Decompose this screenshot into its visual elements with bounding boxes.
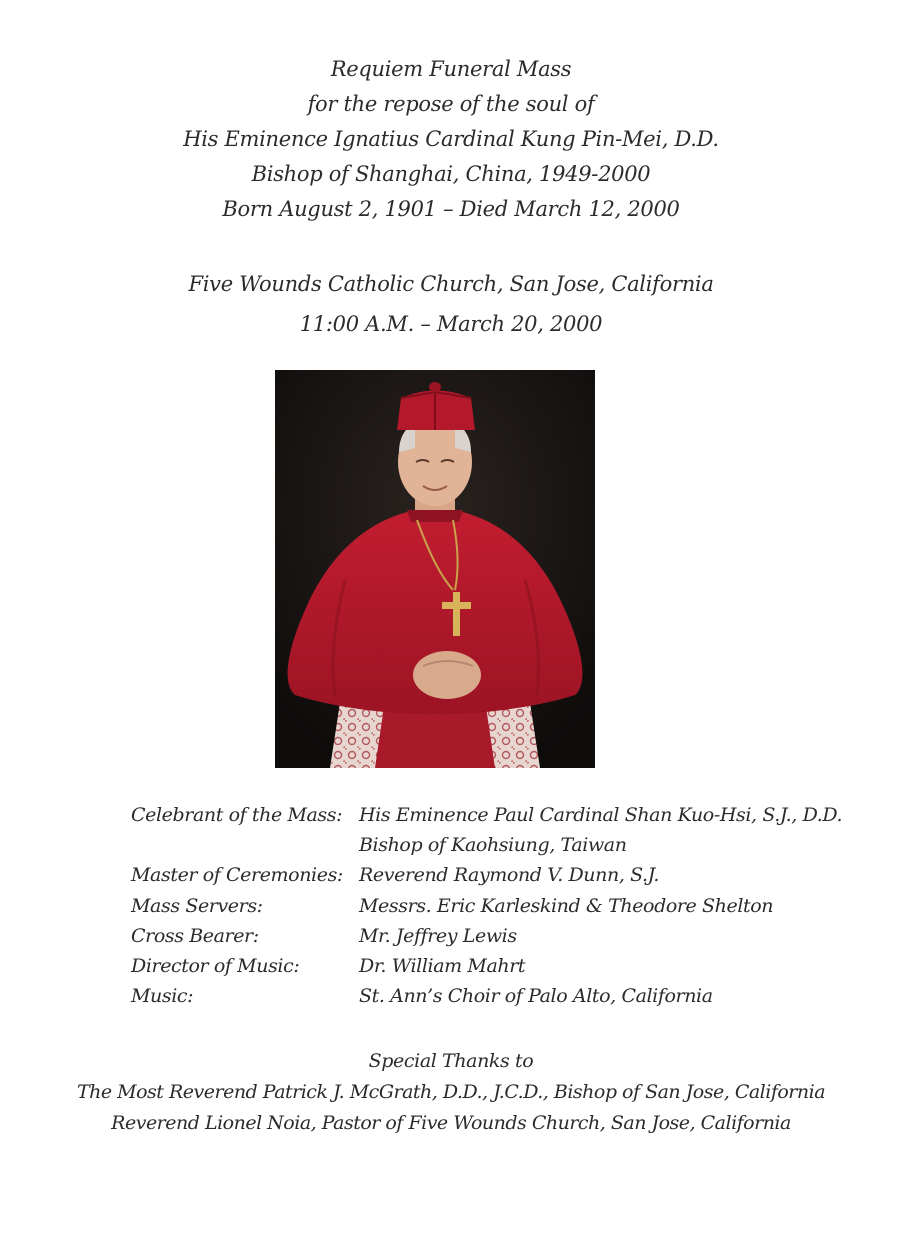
- credit-name: His Eminence Paul Cardinal Shan Kuo-Hsi, S.J., D.D.: [359, 804, 843, 826]
- credit-names: [359, 800, 871, 860]
- credit-role: Music:: [131, 985, 194, 1008]
- credit-names: [359, 891, 871, 921]
- credit-row-master-of-ceremonies: [131, 860, 871, 890]
- portrait-illustration: [275, 370, 595, 768]
- deceased-office: Bishop of Shanghai, China, 1949-2000: [251, 162, 651, 186]
- credit-row-mass-servers: [131, 891, 871, 921]
- credit-role: Director of Music:: [131, 955, 300, 978]
- thanks-line: Reverend Lionel Noia, Pastor of Five Wounds Church, San Jose, California: [111, 1112, 791, 1134]
- credit-names: [359, 921, 871, 951]
- thanks-line: The Most Reverend Patrick J. McGrath, D.D., J.C.D., Bishop of San Jose, California: [76, 1081, 826, 1103]
- cardinal-portrait: [275, 370, 595, 768]
- credit-name: Messrs. Eric Karleskind & Theodore Shelton: [359, 894, 774, 917]
- life-dates: Born August 2, 1901 – Died March 12, 2000: [222, 197, 680, 221]
- repose-line: for the repose of the soul of: [307, 92, 595, 116]
- program-header: [0, 52, 902, 227]
- credit-name: Reverend Raymond V. Dunn, S.J.: [359, 864, 660, 887]
- credit-role: Cross Bearer:: [131, 924, 259, 947]
- venue-block: [0, 264, 902, 344]
- credit-name: Mr. Jeffrey Lewis: [359, 924, 517, 947]
- credit-role: Celebrant of the Mass:: [131, 804, 343, 826]
- credit-name: St. Ann’s Choir of Palo Alto, California: [359, 985, 713, 1008]
- credit-row-cross-bearer: [131, 921, 871, 951]
- credit-name: Bishop of Kaohsiung, Taiwan: [359, 834, 627, 857]
- mass-credits: [131, 800, 871, 1011]
- mass-title: Requiem Funeral Mass: [330, 57, 572, 81]
- special-thanks: [0, 1045, 902, 1139]
- thanks-heading: Special Thanks to: [368, 1050, 534, 1072]
- credit-name: Dr. William Mahrt: [359, 955, 526, 978]
- credit-role: Master of Ceremonies:: [131, 864, 343, 887]
- mass-time: 11:00 A.M. – March 20, 2000: [299, 312, 603, 336]
- credit-names: [359, 951, 871, 981]
- church-name: Five Wounds Catholic Church, San Jose, California: [188, 272, 714, 296]
- hand: [413, 651, 481, 699]
- credit-names: [359, 981, 871, 1011]
- deceased-name: His Eminence Ignatius Cardinal Kung Pin-Mei, D.D.: [183, 127, 719, 151]
- credit-names: [359, 860, 871, 890]
- credit-row-music: [131, 981, 871, 1011]
- credit-role: Mass Servers:: [131, 894, 263, 917]
- credit-row-celebrant: [131, 800, 871, 860]
- credit-row-director-of-music: [131, 951, 871, 981]
